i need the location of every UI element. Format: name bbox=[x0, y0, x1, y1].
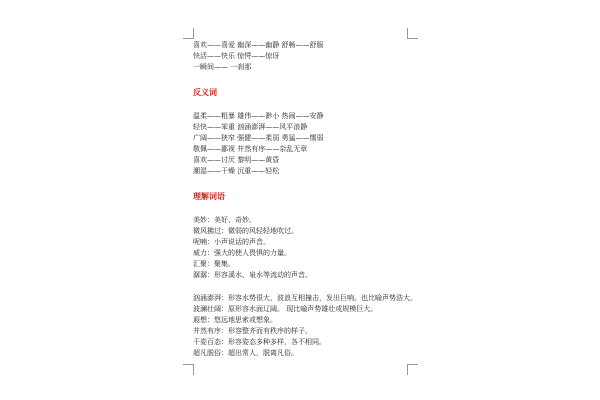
synonym-line: 喜欢——喜爱 幽深——幽静 舒畅——舒服 bbox=[193, 41, 324, 49]
understanding-heading: 理解词语 bbox=[193, 192, 225, 201]
definition-line: 美妙：美好、奇妙。 bbox=[193, 216, 256, 224]
synonym-line: 快活——快乐 惊愕——惊讶 bbox=[193, 52, 280, 60]
definitions-group-2 bbox=[193, 293, 423, 359]
antonym-line: 潮湿——干燥 沉重——轻松 bbox=[193, 167, 280, 175]
definition-line: 千姿百态：形容姿态多种多样，各不相同。 bbox=[193, 338, 326, 346]
antonyms-section bbox=[193, 111, 423, 177]
definition-line: 威力：强大的使人畏惧的力量。 bbox=[193, 249, 291, 257]
antonym-line: 轻快——笨重 汹涌澎湃——风平浪静 bbox=[193, 123, 308, 131]
definition-line: 汹涌澎湃：形容水势很大，波浪互相撞击，发出巨响。也比喻声势浩大。 bbox=[193, 294, 417, 302]
definition-line: 呢喃：小声说话的声音。 bbox=[193, 238, 270, 246]
definition-line: 微风拂过：微弱的风轻轻地吹过。 bbox=[193, 227, 298, 235]
document-content bbox=[193, 40, 423, 359]
antonym-line: 喜欢——讨厌 黎明——黄昏 bbox=[193, 156, 280, 164]
definition-line: 波澜壮阔：原形容水面辽阔。 现比喻声势雄壮或规模巨大。 bbox=[193, 305, 378, 313]
definition-line: 汇聚：聚集。 bbox=[193, 260, 235, 268]
antonym-line: 敬佩——鄙视 井然有序——杂乱无章 bbox=[193, 145, 308, 153]
definition-line: 潺潺：形容溪水、泉水等流动的声音。 bbox=[193, 271, 312, 279]
page-corner-mark-top-right bbox=[407, 28, 418, 39]
page-corner-mark-bottom-right bbox=[407, 364, 418, 375]
synonyms-section bbox=[193, 40, 423, 73]
page-corner-mark-bottom-left bbox=[183, 364, 194, 375]
antonyms-heading: 反义词 bbox=[193, 88, 217, 97]
definition-line: 遐想：悠远地思索或想象。 bbox=[193, 316, 277, 324]
page-corner-mark-top-left bbox=[183, 28, 194, 39]
antonym-line: 广阔——狭窄 强健——柔弱 勇猛——懦弱 bbox=[193, 134, 324, 142]
definition-line: 超凡脱俗：超出常人，脱离凡俗。 bbox=[193, 349, 298, 357]
antonym-line: 温柔——粗暴 雄伟——渺小 热闹——安静 bbox=[193, 112, 324, 120]
definition-line: 井然有序：形容整齐而有秩序的样子。 bbox=[193, 327, 312, 335]
synonym-line: 一瞬间—— 一刹那 bbox=[193, 63, 252, 71]
definitions-group-1 bbox=[193, 215, 423, 281]
